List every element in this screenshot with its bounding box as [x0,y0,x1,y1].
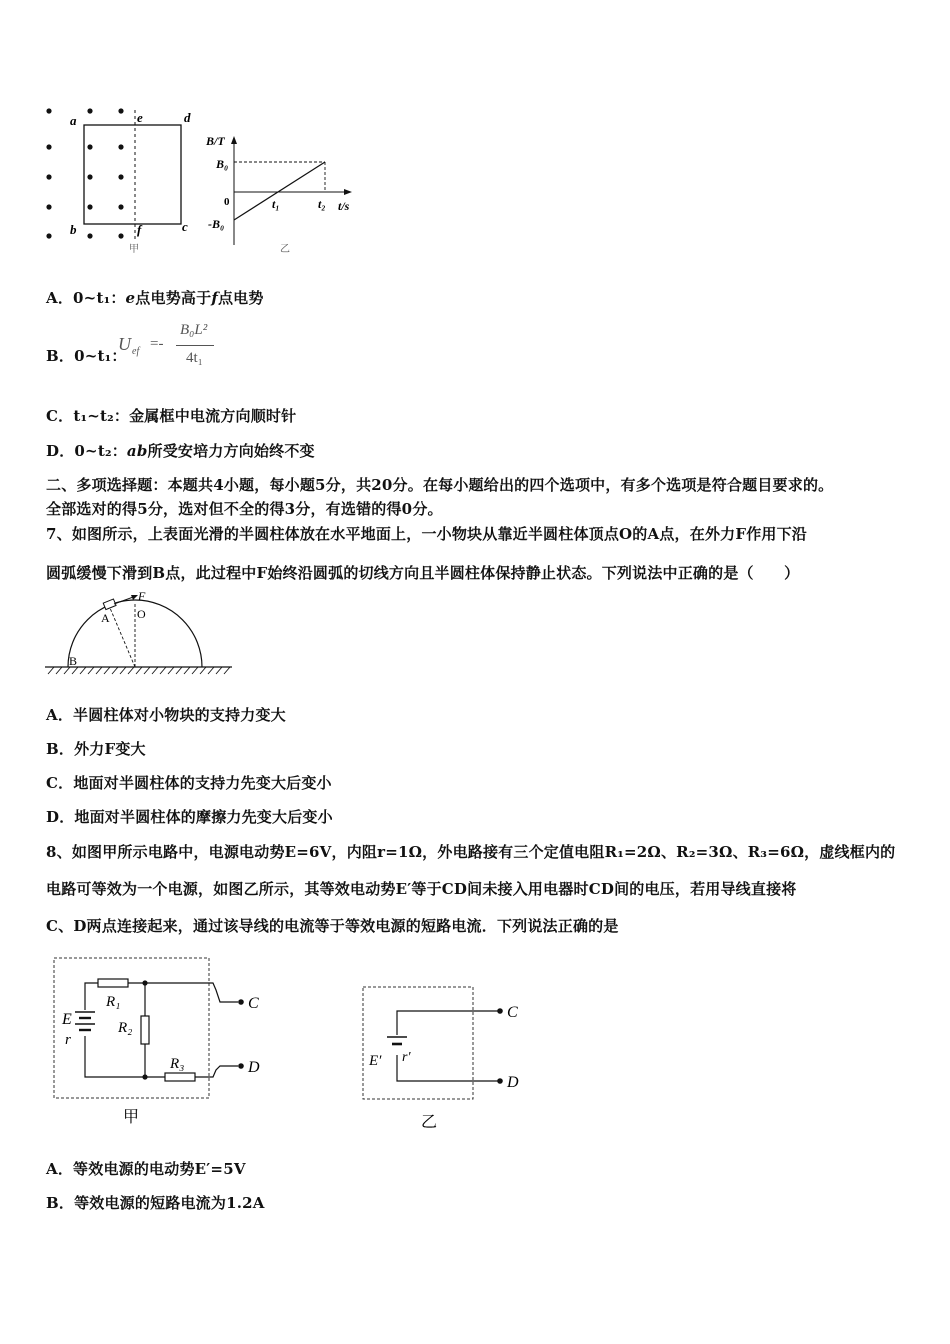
q8-stem-line3: C、D两点连接起来，通过该导线的电流等于等效电源的短路电流．下列说法正确的是 [46,917,619,935]
node-bottom [142,1074,147,1079]
t2-label: t₂ [318,197,326,211]
label-C: C [507,1004,518,1021]
q7-option-b[interactable]: B．外力F变大 [46,740,146,758]
option-text: 点电势 [217,289,264,307]
neg-b0-label: -B₀ [208,217,225,231]
option-text: 点电势高于 [135,289,212,307]
resistor-r3 [165,1073,195,1081]
label-D: D [248,1059,260,1076]
label-R1: R₁ [106,994,121,1010]
fraction-bar [176,345,214,346]
label-f: f [137,222,142,237]
battery-e-prime [387,1037,407,1044]
option-prefix: A．0~t₁： [46,289,126,307]
q7-option-c[interactable]: C．地面对半圆柱体的支持力先变大后变小 [46,774,332,792]
q7-option-d[interactable]: D．地面对半圆柱体的摩擦力先变大后变小 [46,808,333,826]
y-axis-label: B/T [206,134,225,148]
q8-option-a[interactable]: A．等效电源的电动势E′=5V [46,1160,246,1178]
q7-stem-line1: 7、如图所示，上表面光滑的半圆柱体放在水平地面上，一小物块从靠近半圆柱体顶点O的A点，在外力F作用下沿 [46,525,807,543]
radius-to-a [110,608,135,667]
formula-uef [118,322,228,372]
battery-e [75,1012,95,1030]
q6-option-c[interactable]: C．t₁~t₂：金属框中电流方向顺时针 [46,407,297,425]
caption-yi: 乙 [280,244,290,255]
figure-magnetic-frame [40,100,370,260]
q6-option-a[interactable] [46,287,264,308]
q8-option-b[interactable]: B．等效电源的短路电流为1.2A [46,1194,265,1212]
section2-line1: 二、多项选择题：本题共4小题，每小题5分，共20分。在每小题给出的四个选项中，有多个选项是符合题目要求的。 [46,476,834,494]
dashed-box [363,987,473,1099]
label-R3: R₃ [170,1056,185,1072]
option-prefix: D．0~t₂： [46,442,127,460]
figure-circuit-jia [48,950,278,1130]
terminal-c [497,1008,503,1014]
origin-label: 0 [224,196,230,208]
label-O: O [137,607,146,621]
label-a: a [70,113,77,128]
resistor-r2 [141,1016,149,1044]
q8-stem-line2: 电路可等效为一个电源，如图乙所示，其等效电动势E′等于CD间未接入用电器时CD间的电压，若用导线直接将 [46,880,797,898]
t1-label: t₁ [272,197,280,211]
b-line [234,162,325,220]
formula-eq: =- [150,336,164,352]
resistor-r1 [98,979,128,987]
option-prefix: B．0~t₁： [46,347,127,365]
q7-stem-line2: 圆弧缓慢下滑到B点，此过程中F始终沿圆弧的切线方向且半圆柱体保持静止状态。下列说法中正确的是（ ） [46,564,800,582]
option-var-ab: ab [126,442,148,460]
label-E-prime: E′ [369,1053,382,1069]
label-c: c [182,219,188,234]
option-var-e: e [125,289,136,307]
terminal-d [497,1078,503,1084]
label-d: d [184,110,191,125]
figure-circuit-yi [355,975,545,1135]
label-D: D [507,1074,519,1091]
label-e: e [137,110,143,125]
metal-frame [84,125,181,224]
label-B: B [69,654,78,668]
label-r: r [65,1032,71,1048]
option-text: 所受安培力方向始终不变 [147,442,315,460]
formula-u: U [118,334,131,354]
q8-stem-line1: 8、如图甲所示电路中，电源电动势E=6V，内阻r=1Ω，外电路接有三个定值电阻R₁=2Ω、R₂=3Ω、R₃=6Ω，虚线框内的 [46,843,896,861]
ground-hatch [48,667,230,674]
label-A: A [101,611,110,625]
q7-option-a[interactable]: A．半圆柱体对小物块的支持力变大 [46,706,286,724]
terminal-c [238,999,244,1005]
bt-graph [205,134,352,255]
terminal-d [238,1063,244,1069]
caption-jia: 甲 [129,244,139,255]
label-r-prime: r′ [402,1050,411,1065]
q6-option-d[interactable] [46,440,315,461]
x-axis-label: t/s [338,199,350,213]
formula-numerator: B₀L² [180,322,208,338]
figure-half-cylinder [40,590,240,680]
section2-line2: 全部选对的得5分，选对但不全的得3分，有选错的得0分。 [46,500,443,518]
caption-jia: 甲 [123,1109,140,1126]
node-top [142,980,147,985]
formula-denominator: 4t₁ [186,350,203,366]
label-E: E [62,1011,72,1028]
label-R2: R₂ [118,1020,133,1036]
label-C: C [248,995,259,1012]
b0-label: B₀ [216,157,229,171]
q6-option-b[interactable] [46,345,127,366]
caption-yi: 乙 [421,1114,438,1131]
option-var-f: f [211,289,218,307]
label-F: F [138,590,146,603]
field-dots [46,108,123,238]
formula-u-sub: ef [132,346,140,357]
label-b: b [70,222,77,237]
